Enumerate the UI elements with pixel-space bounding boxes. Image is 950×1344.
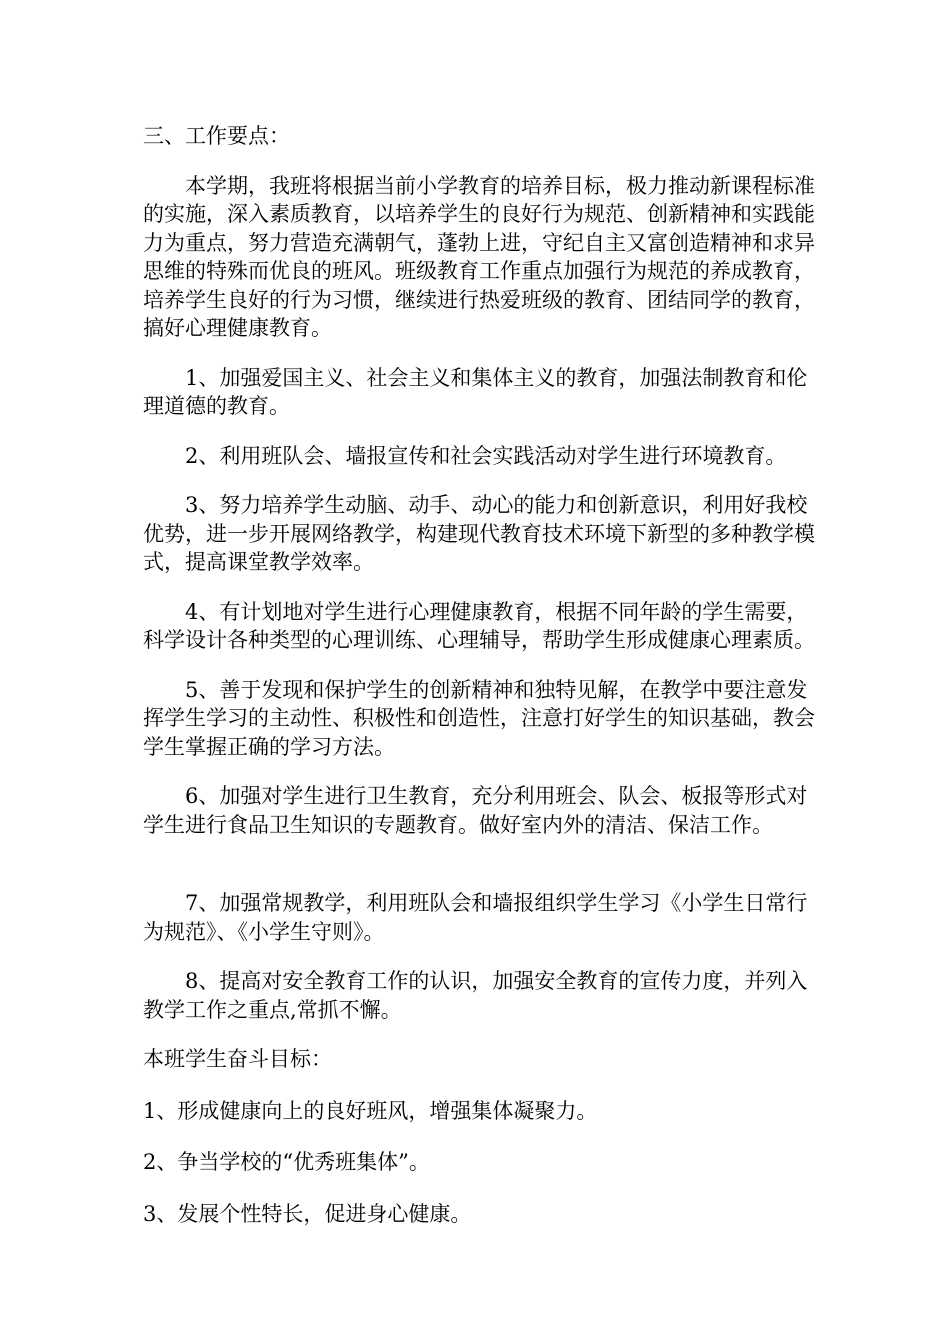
document-body — [143, 122, 823, 1251]
goals-heading: 本班学生奋斗目标： — [143, 1047, 332, 1071]
goal-3: 3、发展个性特长，促进身心健康。 — [143, 1201, 472, 1226]
section-heading: 三、工作要点： — [143, 124, 290, 148]
goal-2: 2、争当学校的“优秀班集体”。 — [143, 1150, 430, 1174]
work-point-7: 7、加强常规教学，利用班队会和墙报组织学生学习《小学生日常行为规范》、《小学生守则》。 — [143, 891, 808, 944]
work-point-3: 3、努力培养学生动脑、动手、动心的能力和创新意识，利用好我校优势，进一步开展网络教学，构建现代教育技术环境下新型的多种教学模式，提高课堂教学效率。 — [143, 493, 815, 574]
work-point-2: 2、利用班队会、墙报宣传和社会实践活动对学生进行环境教育。 — [185, 443, 787, 468]
work-point-4: 4、有计划地对学生进行心理健康教育，根据不同年龄的学生需要，科学设计各种类型的心理训练、心理辅导，帮助学生形成健康心理素质。 — [143, 599, 815, 652]
work-point-1: 1、加强爱国主义、社会主义和集体主义的教育，加强法制教育和伦理道德的教育。 — [143, 365, 808, 418]
intro-paragraph: 本学期，我班将根据当前小学教育的培养目标，极力推动新课程标准的实施，深入素质教育，以培养学生的良好行为规范、创新精神和实践能力为重点，努力营造充满朝气，蓬勃上进，守纪自主又富创造精神和求异思维的特殊而优良的班风。班级教育工作重点加强行为规范的养成教育，培养学生良好的行为习惯，继续进行热爱班级的教育、团结同学的教育，搞好心理健康教育。 — [143, 173, 815, 340]
goal-1: 1、形成健康向上的良好班风，增强集体凝聚力。 — [143, 1098, 598, 1123]
work-point-8: 8、提高对安全教育工作的认识，加强安全教育的宣传力度，并列入教学工作之重点,常抓不懈。 — [143, 969, 808, 1022]
work-point-6: 6、加强对学生进行卫生教育，充分利用班会、队会、板报等形式对学生进行食品卫生知识的专题教育。做好室内外的清洁、保洁工作。 — [143, 784, 808, 837]
work-point-5: 5、善于发现和保护学生的创新精神和独特见解，在教学中要注意发挥学生学习的主动性、积极性和创造性，注意打好学生的知识基础，教会学生掌握正确的学习方法。 — [143, 677, 815, 759]
